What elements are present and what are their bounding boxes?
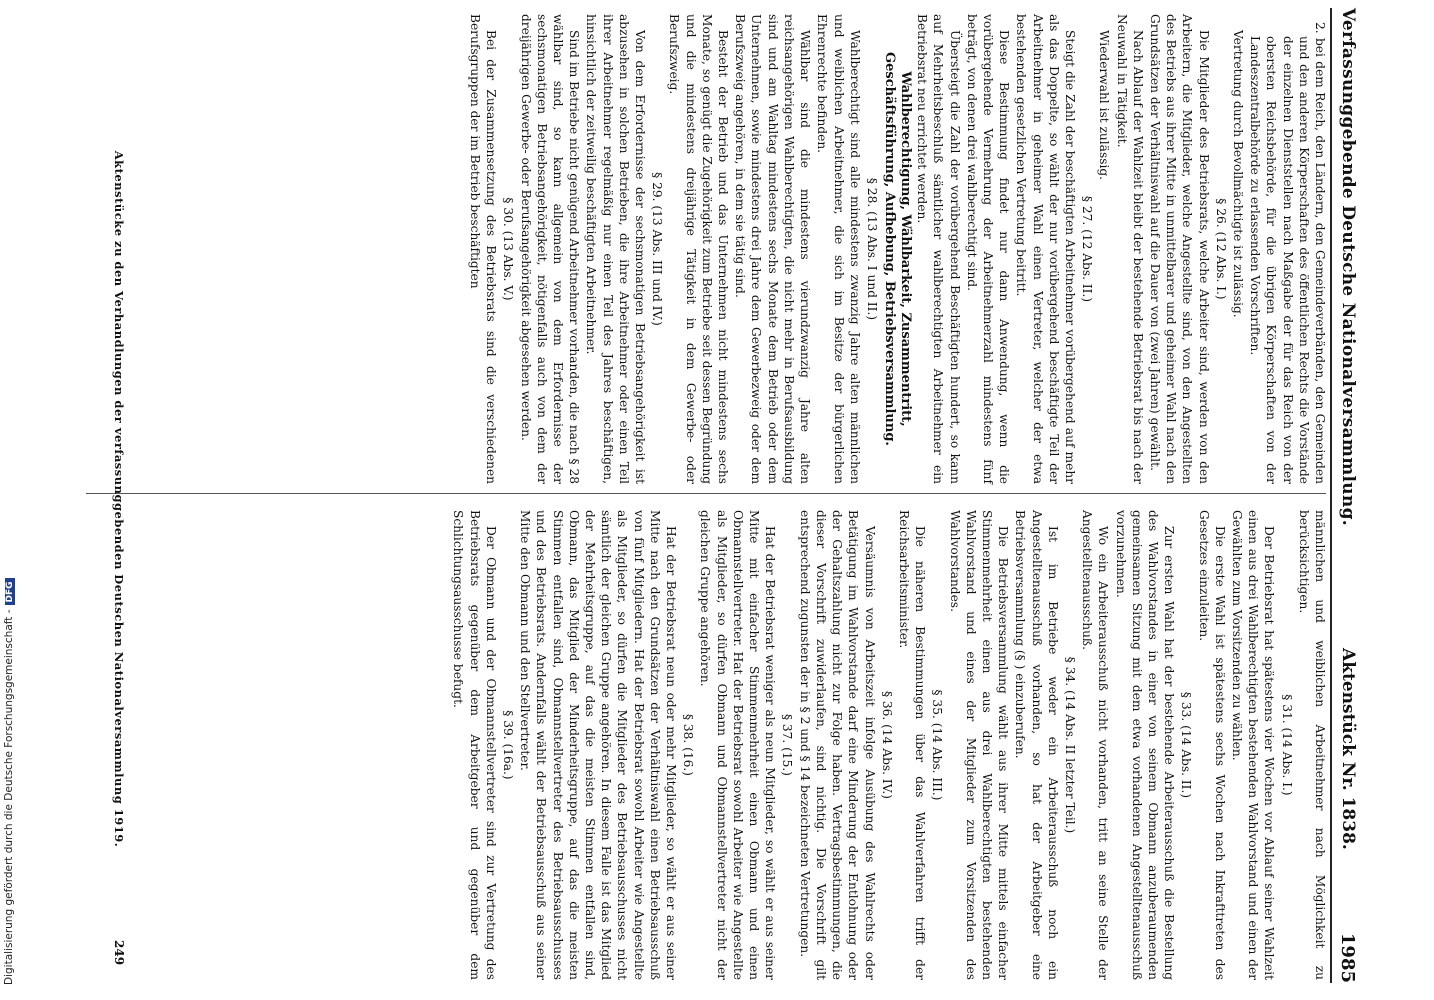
header-page-number: 1985 bbox=[1337, 932, 1358, 983]
credit-text: Digitalisierung gefördert durch die Deutsche Forschungsgemeinschaft - bbox=[3, 609, 15, 985]
rotated-page bbox=[32, 0, 1362, 1000]
section-heading: § 31. (14 Abs. I.) bbox=[1279, 694, 1294, 796]
paragraph: 2. bei dem Reich, den Ländern, den Gemeindeverbänden, den Gemeinden und den anderen Körperschaften des öffentlichen Rechts die Vorstände der einzelnen Dienststellen nach Maßgabe der für das Reich von der obersten Reichsbehörde, für die übrigen Körperschaften von der Landeszentralbehörde zu erlassenden Vorschriften. bbox=[1248, 22, 1327, 484]
section-heading: § 28. (13 Abs. I und II.) bbox=[864, 177, 879, 321]
paragraph: Die näheren Bestimmungen über das Wahlverfahren trifft der Reichsarbeitsminister. bbox=[896, 510, 928, 980]
dfg-logo: DFG bbox=[5, 578, 15, 605]
section-heading: § 39. (16a.) bbox=[501, 710, 516, 780]
paragraph: Wahlberechtigt sind alle mindestens zwanzig Jahre alten männlichen und weiblichen Arbeitnehmer, die sich im Besitze der bürgerlichen Ehrenrechte befinden. bbox=[815, 14, 862, 484]
paragraph: Ist im Betriebe weder ein Arbeiterausschuß noch ein Angestelltenausschuß vorhanden, so hat der Arbeitgeber eine Betriebsversammlung (§ ) einzuberufen. bbox=[1013, 510, 1060, 980]
paragraph: Wo ein Arbeiterausschuß nicht vorhanden, tritt an seine Stelle der Angestelltenausschuß. bbox=[1080, 510, 1111, 980]
paragraph: Bei der Zusammensetzung des Betriebsrats sind die verschiedenen Berufsgruppen der im Betrieb beschäftigten bbox=[468, 14, 499, 484]
paragraph: Der Obmann und der Obmannstellvertreter sind zur Vertretung des Betriebsrats gegenüber dem Arbeitgeber und gegenüber dem Schlichtungsausschusse befugt. bbox=[451, 510, 498, 980]
paragraph: Nach Ablauf der Wahlzeit bleibt der bestehende Betriebsrat bis nach der Neuwahl in Tätigkeit. bbox=[1114, 14, 1145, 484]
section-heading: § 26. (12 Abs. I.) bbox=[1213, 198, 1228, 300]
section-heading: § 37. (15.) bbox=[780, 713, 795, 777]
chapter-heading: Wahlberechtigung, Wählbarkeit, Zusammentritt, Geschäftsführung, Aufhebung, Betriebsversammlung. bbox=[881, 52, 913, 446]
section-heading: § 34. (14 Abs. II letzter Teil.) bbox=[1062, 656, 1077, 834]
section-heading: § 36. (14 Abs. IV.) bbox=[879, 690, 894, 800]
paragraph: Steigt die Zahl der beschäftigten Arbeitnehmer vorübergehend auf mehr als das Doppelte, so wählt der nur vorübergehend beschäftigte Teil der Arbeitnehmer in geheimer Wahl einen Vertreter, welcher der etwa bestehenden gesetzlichen Vertretung beitritt. bbox=[1014, 14, 1077, 484]
paragraph: Hat der Betriebsrat weniger als neun Mitglieder, so wählt er aus seiner Mitte mit einfacher Stimmenmehrheit einen Obmann und einen Obmannstellvertreter. Hat der Betriebsrat sowohl Arbeiter wie Angestellte als Mitglieder, so dürfen Obmann und Obmannstellvertreter nicht der gleichen Gruppe angehören. bbox=[698, 510, 778, 980]
digitization-credit bbox=[3, 578, 15, 985]
paragraph: Die Mitglieder des Betriebsrats, welche Arbeiter sind, werden von den Arbeitern, die Mitglieder, welche Angestellte sind, von den Angestellten des Betriebs aus ihrer Mitte in unmittelbarer und geheimer Wahl nach den Grundsätzen der Verhältniswahl auf die Dauer von (zwei Jahren) gewählt. bbox=[1147, 14, 1211, 484]
paragraph: Hat der Betriebsrat neun oder mehr Mitglieder, so wählt er aus seiner Mitte nach den Grundsätzen der Verhältniswahl einen Betriebsausschuß von fünf Mitgliedern. Hat der Betriebsrat sowohl Arbeiter wie Angestellte als Mitglieder, so dürfen die Mitglieder des Betriebsausschusses nicht sämtlich der gleichen Gruppe angehören. In diesem Falle ist das Mitglied der Mehrheitsgruppe, auf das die meisten Stimmen entfallen sind, Obmann, das Mitglied der Minderheitsgruppe, auf das die meisten Stimmen entfallen sind, Obmannstellvertreter des Betriebsausschusses und des Betriebsrats. Andernfalls wählt der Betriebsausschuß aus seiner Mitte den Obmann und den Stellvertreter. bbox=[518, 510, 679, 980]
paragraph: Zur ersten Wahl hat der bestehende Arbeiterausschuß die Bestellung des Wahlvorstandes in einer von seinem Obmann anzuberaumenden gemeinsamen Sitzung mit dem etwa vorhandenen Angestelltenausschuß vorzunehmen. bbox=[1113, 510, 1177, 980]
paragraph: Versäumnis von Arbeitszeit infolge Ausübung des Wahlrechts oder Betätigung im Wahlvorstande darf eine Minderung der Entlohnung oder der Gehaltszahlung nicht zur Folge haben. Vertragsbestimmungen, die dieser Vorschrift zuwiderlaufen, sind nichtig. Die Vorschrift gilt entsprechend zugunsten der in § 2 und § 14 bezeichneten Vertretungen. bbox=[797, 510, 877, 980]
section-heading: § 38. (16.) bbox=[681, 713, 696, 777]
section-heading: § 35. (14 Abs. III.) bbox=[930, 689, 945, 801]
paragraph: Die erste Wahl ist spätestens sechs Wochen nach Inkrafttreten des Gesetzes einzuleiten. bbox=[1196, 510, 1227, 980]
paragraph: Besteht der Betrieb und das Unternehmen nicht mindestens sechs Monate, so genügt die Zugehörigkeit zum Betriebe seit dessen Begründung und die mindestens dreijährige Tätigkeit in dem Gewerbe- oder Berufszweig. bbox=[667, 14, 731, 484]
paragraph: Sind im Betriebe nicht genügend Arbeitnehmer vorhanden, die nach § 28 wählbar sind, so kann allgemein von dem Erfordernisse der sechsmonatigen Betriebsangehörigkeit, nötigenfalls auch von dem der dreijährigen Gewerbe- oder Berufsangehörigkeit abgesehen werden. bbox=[518, 14, 582, 484]
folio-number: 249 bbox=[112, 940, 126, 966]
paragraph: Wählbar sind die mindestens vierundzwanzig Jahre alten reichsangehörigen Wahlberechtigten, die nicht mehr in Berufsausbildung sind und am Wahltag mindestens sechs Monate dem Betrieb oder dem Unternehmen, sowie mindestens drei Jahre dem Gewerbezweig oder dem Berufszweig angehören, in dem sie tätig sind. bbox=[733, 14, 813, 484]
paragraph: Diese Bestimmung findet nur dann Anwendung, wenn die vorübergehende Vermehrung der Arbeitnehmerzahl mindestens fünf beträgt, von denen drei wahlberechtigt sind. bbox=[964, 14, 1012, 484]
paragraph: Vertretung durch Bevollmächtigte ist zulässig. bbox=[1230, 30, 1245, 318]
digitization-credit-strip bbox=[0, 0, 22, 1000]
section-heading: § 33. (14 Abs. II.) bbox=[1179, 691, 1194, 799]
section-heading: § 29. (13 Abs. III und IV.) bbox=[650, 172, 665, 326]
section-heading: § 30. (13 Abs. V.) bbox=[501, 197, 516, 301]
paragraph: männlichen und weiblichen Arbeitnehmer nach Möglichkeit zu berücksichtigen. bbox=[1296, 510, 1327, 980]
page-footer: Aktenstücke zu den Verhandlungen der verfassunggebenden Deutschen Nationalversammlung 1919. bbox=[112, 150, 126, 848]
section-heading: § 27. (12 Abs. II.) bbox=[1080, 195, 1095, 303]
paragraph: Wiederwahl ist zulässig. bbox=[1097, 30, 1112, 181]
page-header bbox=[1330, 8, 1358, 983]
paragraph: Die Betriebsversammlung wählt aus ihrer Mitte mittels einfacher Stimmenmehrheit einen aus drei Wahlberechtigten bestehenden Wahlvorstand und eines der Mitglieder zum Vorsitzenden des Wahlvorstandes. bbox=[947, 510, 1011, 980]
header-document-number: Aktenstück Nr. 1838. bbox=[1338, 648, 1358, 850]
column-divider bbox=[86, 493, 1326, 494]
paragraph: Übersteigt die Zahl der vorübergehend Beschäftigten hundert, so kann auf Mehrheitsbeschluß sämtlicher wahlberechtigten Arbeitnehmer ein Betriebsrat neu errichtet werden. bbox=[915, 14, 962, 484]
left-column bbox=[466, 14, 1328, 484]
header-title: Verfassunggebende Deutsche Nationalversammlung. bbox=[1338, 8, 1358, 526]
paragraph: Von dem Erfordernisse der sechsmonatigen Betriebsangehörigkeit ist abzusehen in solchen Betrieben, die ihre Arbeitnehmer oder einen Teil ihrer Arbeitnehmer regelmäßig nur einen Teil des Jahres beschäftigen, hinsichtlich der zeitweilig beschäftigten Arbeitnehmer. bbox=[584, 14, 648, 484]
right-column bbox=[449, 510, 1328, 980]
paragraph: Der Betriebsrat hat spätestens vier Wochen vor Ablauf seiner Wahlzeit einen aus drei Wahlberechtigten bestehenden Wahlvorstand und einen der Gewählten zum Vorsitzenden zu wählen. bbox=[1229, 510, 1277, 980]
